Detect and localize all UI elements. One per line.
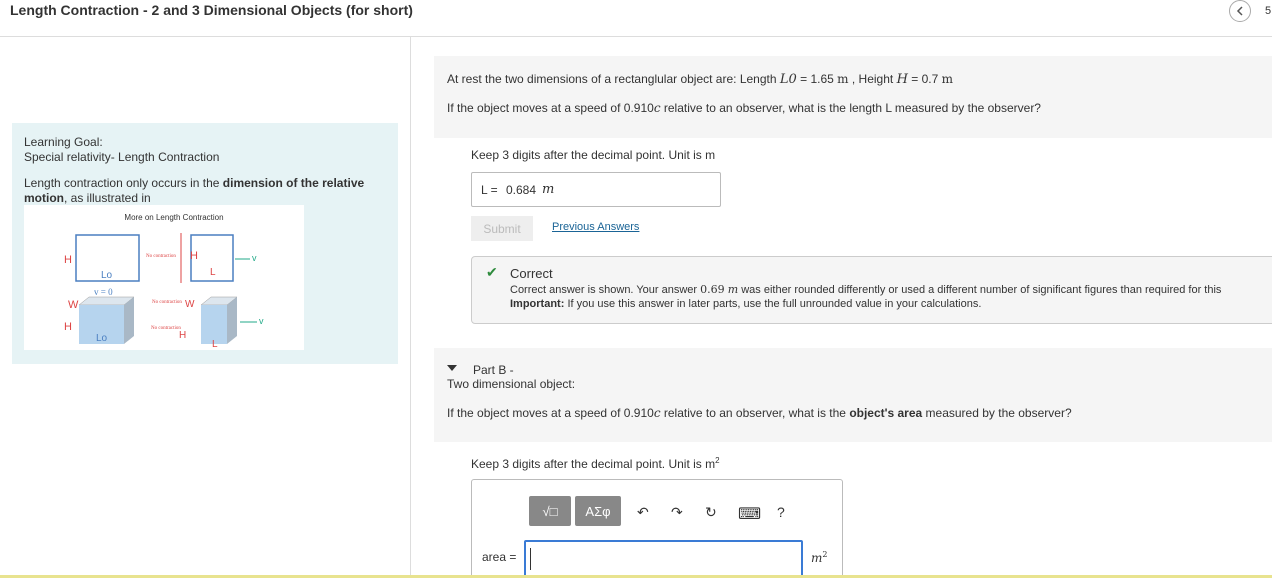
reset-icon[interactable]: ↻ xyxy=(705,504,717,520)
feedback-value: 0.69 xyxy=(700,283,725,296)
area-unit-m: m xyxy=(811,551,823,565)
answer-unit: m xyxy=(542,182,555,197)
feedback-heading: Correct xyxy=(510,266,553,281)
part-b-question xyxy=(447,406,1072,420)
part-a-instructions: Keep 3 digits after the decimal point. Unit is m xyxy=(471,148,716,162)
submit-button[interactable]: Submit xyxy=(471,216,533,241)
math-answer-editor xyxy=(471,479,843,578)
part-a-question-panel xyxy=(434,56,1272,138)
contraction-diagram xyxy=(24,205,304,350)
answer-label: L = xyxy=(481,183,498,197)
page-title: Length Contraction - 2 and 3 Dimensional Objects (for short) xyxy=(10,2,413,18)
learning-goal-heading: Learning Goal: xyxy=(24,135,103,149)
area-input[interactable] xyxy=(524,540,803,578)
text-caret xyxy=(530,548,531,570)
L0-symbol: L0 xyxy=(779,72,797,87)
feedback-text: Correct answer is shown. Your answer xyxy=(510,284,701,296)
answer-value: 0.684 xyxy=(506,183,537,197)
previous-answers-link[interactable]: Previous Answers xyxy=(552,221,640,233)
important-label: Important: xyxy=(510,298,565,310)
undo-icon[interactable]: ↶ xyxy=(637,504,649,520)
checkmark-icon: ✔ xyxy=(486,264,498,280)
q3-mid: relative to an observer, what is the xyxy=(660,406,850,420)
help-icon[interactable]: ? xyxy=(777,504,785,520)
redo-icon[interactable]: ↷ xyxy=(671,504,683,520)
symbols-button[interactable] xyxy=(575,496,621,526)
feedback-unit: m xyxy=(727,283,739,296)
c-symbol-2: c xyxy=(653,406,661,420)
keep-sup: 2 xyxy=(715,456,720,465)
keep-text: Keep 3 digits after the decimal point. Unit is m xyxy=(471,457,716,471)
column-divider xyxy=(410,37,411,578)
learning-goal-description xyxy=(24,176,384,206)
unit-m: m xyxy=(837,72,849,86)
q3-suffix: measured by the observer? xyxy=(922,406,1072,420)
label-H-1: H xyxy=(64,254,72,266)
templates-button[interactable] xyxy=(529,496,571,526)
part-b-question-panel xyxy=(434,348,1272,442)
previous-page-button[interactable] xyxy=(1229,0,1251,22)
label-H-2: H xyxy=(190,250,198,262)
page-number: 5 xyxy=(1265,5,1272,17)
feedback-line-1 xyxy=(510,283,1221,296)
feedback-suffix: was either rounded differently or used a different number of significant figures than required for this xyxy=(738,284,1222,296)
diagram-title: More on Length Contraction xyxy=(124,213,224,222)
no-contraction-2: No contraction xyxy=(152,300,182,305)
part-b-instructions xyxy=(471,456,720,471)
L0-value: = 1.65 xyxy=(796,72,838,86)
height-text: , Height xyxy=(848,72,897,86)
desc-bold: dimension of the relative motion xyxy=(24,176,365,205)
part-b-title[interactable]: Part B - xyxy=(473,363,514,377)
area-unit xyxy=(811,550,827,565)
label-v0: v = 0 xyxy=(94,287,113,297)
important-text: If you use this answer in later parts, use the full unrounded value in your calculations. xyxy=(564,298,982,310)
no-contraction-1: No contraction xyxy=(146,254,176,259)
rest-cube-side xyxy=(124,297,134,344)
learning-goal-subheading: Special relativity- Length Contraction xyxy=(24,150,220,164)
H-symbol: H xyxy=(896,72,908,87)
desc-text: Length contraction only occurs in the xyxy=(24,176,223,190)
keyboard-icon[interactable]: ⌨ xyxy=(738,506,762,523)
symbols-icon: ΑΣφ xyxy=(585,503,611,519)
unit-m-2: m xyxy=(941,72,953,86)
part-b-subtitle: Two dimensional object: xyxy=(447,377,576,391)
label-W-2: W xyxy=(185,299,195,310)
moving-cube-side xyxy=(227,297,237,344)
label-H-4: H xyxy=(179,330,187,341)
q3-text: If the object moves at a speed of 0.910 xyxy=(447,406,654,420)
label-H-3: H xyxy=(64,321,72,333)
label-v-2: v xyxy=(259,316,264,326)
chevron-left-icon xyxy=(1235,6,1245,16)
question-suffix: relative to an observer, what is the length L measured by the observer? xyxy=(660,101,1041,115)
feedback-line-2 xyxy=(510,298,981,310)
diagram-svg xyxy=(24,205,304,350)
label-L0-2: Lo xyxy=(96,333,108,344)
label-L0-1: Lo xyxy=(101,270,113,281)
question-text: If the object moves at a speed of 0.910 xyxy=(447,101,654,115)
part-a-answer-field[interactable] xyxy=(471,172,721,207)
part-a-prompt xyxy=(447,72,953,87)
no-contraction-3: No contraction xyxy=(151,326,181,331)
H-value: = 0.7 xyxy=(907,72,942,86)
q3-bold: object's area xyxy=(849,406,923,420)
area-unit-sup: 2 xyxy=(822,550,828,559)
c-symbol: c xyxy=(653,101,661,115)
part-a-question xyxy=(447,101,1041,115)
feedback-correct-panel xyxy=(471,256,1272,324)
label-W-1: W xyxy=(68,299,79,311)
desc-suffix: , as illustrated in xyxy=(64,191,151,205)
label-L-2: L xyxy=(212,339,218,350)
collapse-triangle-icon[interactable] xyxy=(447,365,457,371)
prompt-text: At rest the two dimensions of a rectanglular object are: Length xyxy=(447,72,780,86)
top-bar xyxy=(0,0,1272,37)
templates-icon: √□ xyxy=(542,503,558,519)
learning-goal-panel xyxy=(12,123,398,364)
area-label: area = xyxy=(482,550,517,564)
label-L-1: L xyxy=(210,267,216,278)
label-v-1: v xyxy=(252,253,257,263)
